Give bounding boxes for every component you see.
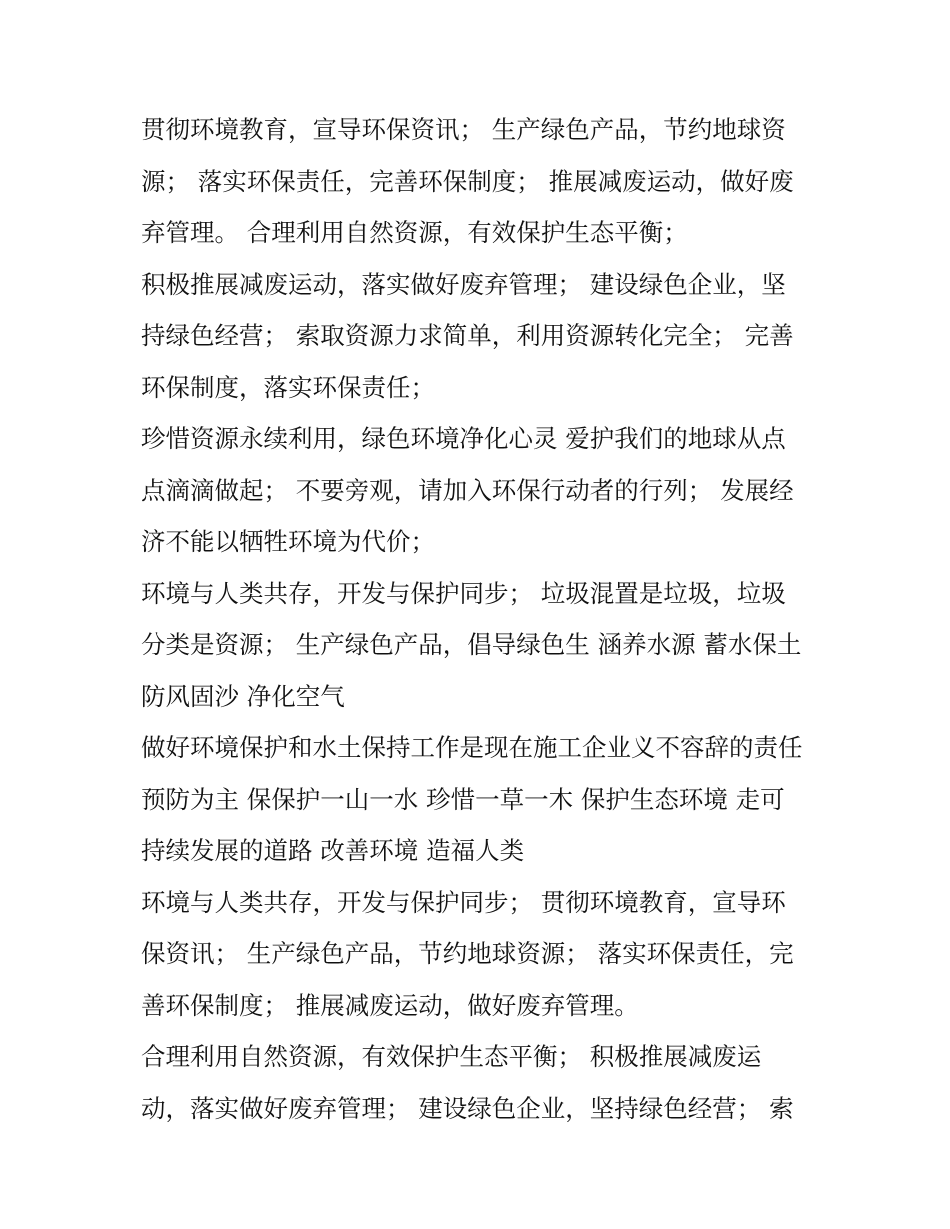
text-line-3: 弃管理。 合理利用自然资源，有效保护生态平衡； bbox=[141, 218, 688, 247]
text-line-13: 做好环境保护和水土保持工作是现在施工企业义不容辞的责任 bbox=[141, 733, 803, 762]
text-line-1: 贯彻环境教育，宣导环保资讯； 生产绿色产品，节约地球资 bbox=[141, 115, 786, 144]
text-line-16: 环境与人类共存，开发与保护同步； 贯彻环境教育，宣导环 bbox=[141, 887, 786, 917]
text-line-20: 动，落实做好废弃管理； 建设绿色企业，坚持绿色经营； 索 bbox=[141, 1093, 794, 1123]
text-line-11: 分类是资源； 生产绿色产品，倡导绿色生 涵养水源 蓄水保土 bbox=[141, 630, 802, 659]
text-line-19: 合理利用自然资源，有效保护生态平衡； 积极推展减废运 bbox=[141, 1042, 762, 1071]
text-line-4: 积极推展减废运动，落实做好废弃管理； 建设绿色企业，坚 bbox=[141, 269, 786, 299]
text-line-5: 持绿色经营； 索取资源力求简单，利用资源转化完全； 完善 bbox=[141, 321, 794, 350]
text-line-12: 防风固沙 净化空气 bbox=[141, 681, 345, 711]
text-line-14: 预防为主 保保护一山一水 珍惜一草一木 保护生态环境 走可 bbox=[141, 784, 785, 814]
text-line-15: 持续发展的道路 改善环境 造福人类 bbox=[141, 836, 525, 865]
text-line-6: 环保制度，落实环保责任； bbox=[141, 372, 435, 402]
text-line-7: 珍惜资源永续利用，绿色环境净化心灵 爱护我们的地球从点 bbox=[141, 424, 786, 453]
text-line-9: 济不能以牺牲环境为代价； bbox=[141, 527, 435, 556]
text-line-17: 保资讯； 生产绿色产品，节约地球资源； 落实环保责任，完 bbox=[141, 939, 794, 968]
text-line-10: 环境与人类共存，开发与保护同步； 垃圾混置是垃圾，垃圾 bbox=[141, 578, 786, 608]
text-line-2: 源； 落实环保责任，完善环保制度； 推展减废运动，做好废 bbox=[141, 166, 794, 196]
text-line-8: 点滴滴做起； 不要旁观，请加入环保行动者的行列； 发展经 bbox=[141, 475, 794, 505]
body-text bbox=[141, 104, 841, 1134]
text-line-18: 善环保制度； 推展减废运动，做好废弃管理。 bbox=[141, 990, 639, 1020]
